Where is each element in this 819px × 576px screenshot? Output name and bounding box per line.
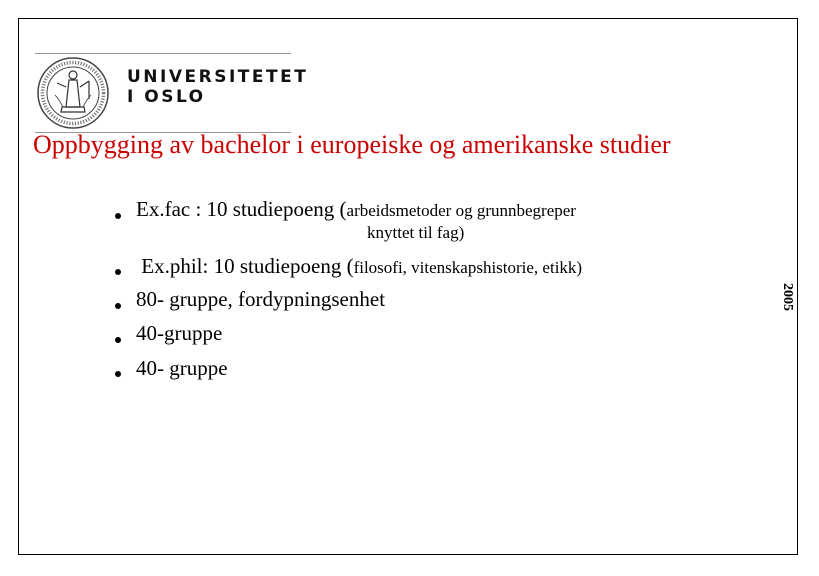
list-item-detail: arbeidsmetoder og grunnbegreper — [346, 201, 576, 220]
list-item — [136, 254, 582, 279]
bullet-dot-icon — [115, 337, 121, 343]
side-year-label — [775, 277, 799, 317]
slide-title: Oppbygging av bachelor i europeiske og amerikanske studier — [33, 130, 671, 159]
side-year-text: 2005 — [780, 283, 795, 311]
bullet-dot-icon — [115, 303, 121, 309]
list-item-continuation: knyttet til fag) — [367, 223, 465, 242]
list-item-main: Ex.fac : 10 studiepoeng ( — [136, 197, 347, 221]
bullet-dot-icon — [115, 213, 121, 219]
list-item: 40- gruppe — [136, 356, 228, 380]
logo-line-1: UNIVERSITETET — [127, 67, 309, 87]
logo-line-2: I OSLO — [127, 87, 206, 107]
bullet-list — [19, 19, 797, 554]
bullet-dot-icon — [115, 269, 121, 275]
list-item: 80- gruppe, fordypningsenhet — [136, 287, 386, 311]
list-item: 40-gruppe — [136, 321, 223, 345]
bullet-dot-icon — [115, 371, 121, 377]
list-item-main: Ex.phil: 10 studiepoeng ( — [136, 254, 354, 278]
list-item — [136, 197, 576, 222]
list-item-detail: filosofi, vitenskapshistorie, etikk) — [353, 258, 583, 277]
slide — [18, 18, 798, 555]
